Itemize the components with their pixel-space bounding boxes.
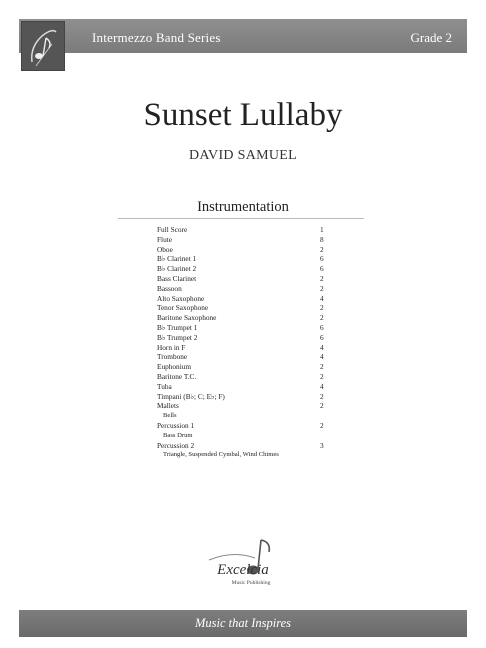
- instrument-item: [157, 401, 327, 411]
- instrument-item: [157, 372, 327, 382]
- instrument-item: [157, 421, 327, 431]
- instrument-name: Percussion 1: [157, 420, 195, 430]
- instrument-quantity: 2: [320, 401, 324, 411]
- series-name: Intermezzo Band Series: [92, 30, 221, 45]
- instrument-quantity: 2: [320, 362, 324, 372]
- instrument-item: [157, 343, 327, 353]
- heading-divider: [118, 218, 364, 219]
- instrument-quantity: 2: [320, 420, 324, 430]
- instrument-name: Baritone Saxophone: [157, 313, 217, 323]
- instrument-item: [157, 362, 327, 372]
- instrument-quantity: 2: [320, 244, 324, 254]
- instrument-quantity: 6: [320, 322, 324, 332]
- instrument-name: Oboe: [157, 244, 173, 254]
- instrument-item: [157, 235, 327, 245]
- instrumentation-list: [157, 225, 327, 460]
- instrument-item: [157, 274, 327, 284]
- instrument-name: Baritone T.C.: [157, 371, 197, 381]
- instrument-name: Tenor Saxophone: [157, 303, 209, 313]
- instrument-item: [157, 294, 327, 304]
- footer-tagline: Music that Inspires: [194, 616, 292, 630]
- grade-label: Grade 2: [410, 30, 452, 45]
- instrument-quantity: 6: [320, 332, 324, 342]
- instrument-name: Bass Drum: [163, 431, 193, 439]
- header-bar: [19, 19, 467, 53]
- instrument-name: Full Score: [157, 225, 188, 234]
- instrument-quantity: 2: [320, 283, 324, 293]
- composer-name: DAVID SAMUEL: [189, 148, 297, 163]
- instrument-quantity: 2: [320, 273, 324, 283]
- instrument-quantity: 2: [320, 303, 324, 313]
- instrument-item: [157, 303, 327, 313]
- instrument-quantity: 4: [320, 342, 324, 352]
- instrument-quantity: 3: [320, 440, 324, 450]
- instrument-subitem: [157, 411, 327, 421]
- instrument-item: [157, 323, 327, 333]
- instrument-name: Percussion 2: [157, 440, 195, 450]
- instrument-quantity: 6: [320, 264, 324, 274]
- instrument-name: B♭ Trumpet 1: [157, 322, 198, 332]
- instrument-quantity: 4: [320, 293, 324, 303]
- instrument-name: Timpani (B♭; C; E♭; F): [157, 391, 225, 401]
- music-note-icon: [22, 22, 66, 72]
- instrument-item: [157, 333, 327, 343]
- instrument-item: [157, 245, 327, 255]
- instrument-item: [157, 441, 327, 451]
- instrument-item: [157, 254, 327, 264]
- instrument-item: [157, 313, 327, 323]
- instrumentation-heading: Instrumentation: [197, 199, 289, 215]
- instrument-quantity: 8: [320, 234, 324, 244]
- instrument-quantity: 1: [320, 225, 324, 234]
- instrument-name: Triangle, Suspended Cymbal, Wind Chimes: [163, 451, 279, 459]
- instrument-name: B♭ Trumpet 2: [157, 332, 198, 342]
- instrument-name: Flute: [157, 234, 172, 244]
- publisher-subtitle: Music Publishing: [231, 580, 271, 586]
- instrument-quantity: 2: [320, 371, 324, 381]
- instrument-name: Bass Clarinet: [157, 273, 197, 283]
- publisher-name: Excelcia: [217, 562, 269, 578]
- instrument-quantity: 4: [320, 381, 324, 391]
- instrument-name: Trombone: [157, 352, 188, 362]
- instrument-quantity: 6: [320, 254, 324, 264]
- instrument-name: B♭ Clarinet 2: [157, 264, 197, 274]
- instrument-item: [157, 284, 327, 294]
- instrument-name: B♭ Clarinet 1: [157, 254, 197, 264]
- instrument-quantity: 2: [320, 391, 324, 401]
- instrument-quantity: 2: [320, 313, 324, 323]
- instrument-name: Horn in F: [157, 342, 186, 352]
- instrument-name: Tuba: [157, 381, 172, 391]
- instrument-name: Alto Saxophone: [157, 293, 205, 303]
- instrument-item: [157, 382, 327, 392]
- series-logo: [21, 21, 65, 71]
- piece-title: Sunset Lullaby: [143, 97, 343, 133]
- instrument-quantity: 4: [320, 352, 324, 362]
- instrument-item: [157, 352, 327, 362]
- instrument-name: Euphonium: [157, 362, 192, 372]
- instrument-subitem: [157, 431, 327, 441]
- instrument-item: [157, 392, 327, 402]
- instrument-subitem: [157, 450, 327, 460]
- instrument-name: Bassoon: [157, 283, 182, 293]
- instrument-item: [157, 225, 327, 235]
- instrument-name: Mallets: [157, 401, 179, 411]
- instrument-item: [157, 264, 327, 274]
- instrument-name: Bells: [163, 412, 177, 420]
